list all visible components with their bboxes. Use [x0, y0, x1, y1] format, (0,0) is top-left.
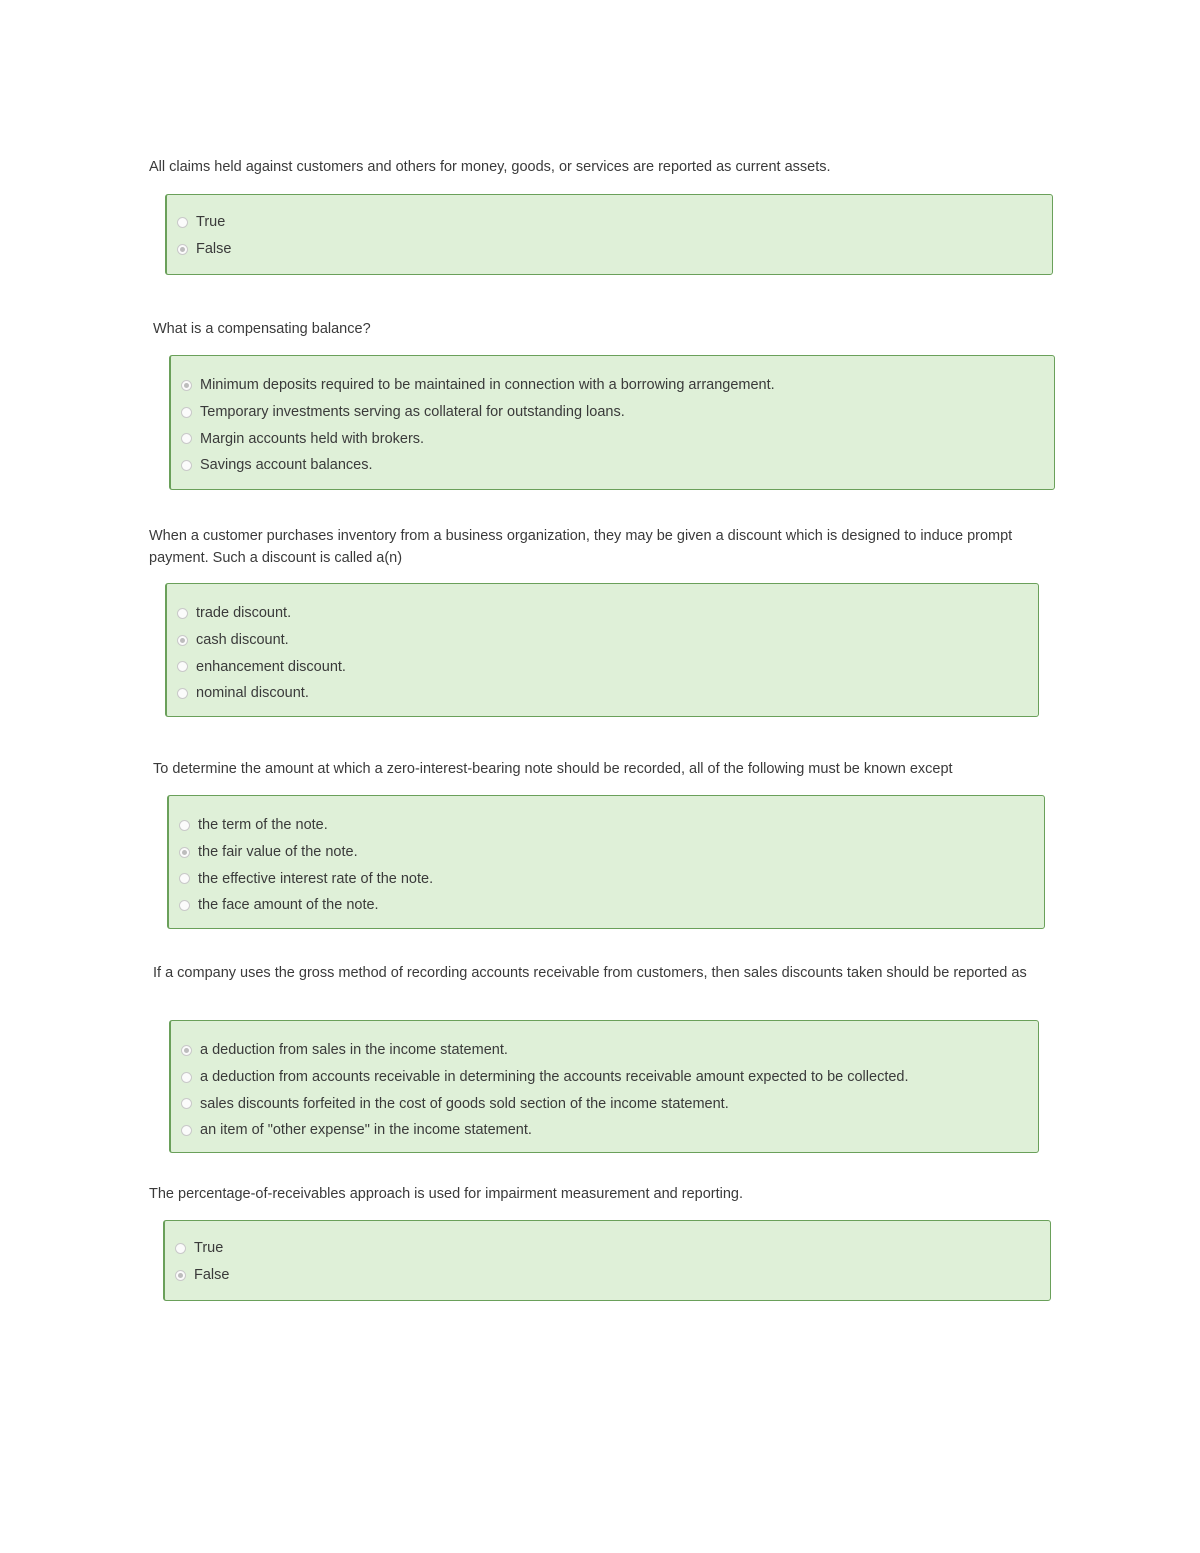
option-label: enhancement discount.	[196, 658, 346, 675]
option-label: the term of the note.	[198, 817, 328, 834]
option-label: an item of "other expense" in the income statement.	[200, 1122, 532, 1139]
option-label: a deduction from accounts receivable in determining the accounts receivable amount expected to be collected.	[200, 1069, 909, 1086]
question-2	[153, 318, 1053, 340]
option-a[interactable]	[171, 372, 1054, 399]
option-label: True	[196, 214, 226, 231]
question-4-text: To determine the amount at which a zero-interest-bearing note should be recorded, all of the following must be known except	[153, 761, 953, 777]
option-label: Margin accounts held with brokers.	[200, 430, 425, 447]
radio-button[interactable]	[181, 1072, 192, 1083]
option-a[interactable]	[171, 1037, 1038, 1064]
option-d[interactable]	[171, 1117, 1038, 1144]
option-label: Minimum deposits required to be maintained in connection with a borrowing arrangement.	[200, 377, 775, 394]
question-2-text: What is a compensating balance?	[153, 321, 371, 337]
option-b[interactable]	[169, 839, 1044, 866]
radio-button[interactable]	[179, 820, 190, 831]
option-b[interactable]	[167, 627, 1038, 654]
option-b[interactable]	[171, 1064, 1038, 1091]
radio-button-selected[interactable]	[181, 1045, 192, 1056]
option-label: False	[194, 1267, 230, 1284]
option-c[interactable]	[167, 653, 1038, 680]
option-label: False	[196, 241, 232, 258]
option-label: the effective interest rate of the note.	[198, 870, 434, 887]
option-label: cash discount.	[196, 632, 289, 649]
radio-button[interactable]	[177, 688, 188, 699]
question-3-answers	[165, 583, 1039, 717]
option-label: True	[194, 1240, 224, 1257]
question-5	[153, 962, 1048, 984]
radio-button-selected[interactable]	[177, 635, 188, 646]
radio-button[interactable]	[175, 1243, 186, 1254]
option-label: sales discounts forfeited in the cost of goods sold section of the income statement.	[200, 1095, 729, 1112]
question-4	[153, 758, 1053, 780]
option-a[interactable]	[167, 600, 1038, 627]
option-b[interactable]	[171, 399, 1054, 426]
option-d[interactable]	[167, 680, 1038, 707]
option-c[interactable]	[169, 865, 1044, 892]
question-6	[149, 1183, 1049, 1205]
option-c[interactable]	[171, 425, 1054, 452]
radio-button[interactable]	[179, 900, 190, 911]
question-1-text: All claims held against customers and others for money, goods, or services are reported as current assets.	[149, 159, 831, 175]
option-label: the face amount of the note.	[198, 897, 379, 914]
radio-button-selected[interactable]	[175, 1270, 186, 1281]
radio-button-selected[interactable]	[177, 244, 188, 255]
option-true[interactable]	[167, 209, 1052, 236]
radio-button[interactable]	[181, 407, 192, 418]
radio-button[interactable]	[181, 1125, 192, 1136]
option-c[interactable]	[171, 1090, 1038, 1117]
option-label: trade discount.	[196, 605, 292, 622]
option-a[interactable]	[169, 812, 1044, 839]
radio-button[interactable]	[177, 217, 188, 228]
option-label: a deduction from sales in the income statement.	[200, 1042, 508, 1059]
question-1-answers	[165, 194, 1053, 275]
question-3-text: When a customer purchases inventory from a business organization, they may be given a discount which is designed to induce prompt payment. Such a discount is called a(n)	[149, 528, 1013, 566]
option-label: Temporary investments serving as collateral for outstanding loans.	[200, 404, 625, 421]
radio-button-selected[interactable]	[181, 380, 192, 391]
radio-button-selected[interactable]	[179, 847, 190, 858]
radio-button[interactable]	[181, 1098, 192, 1109]
question-5-text: If a company uses the gross method of recording accounts receivable from customers, then sales discounts taken should be reported as	[153, 965, 1027, 981]
option-label: Savings account balances.	[200, 457, 373, 474]
option-true[interactable]	[165, 1235, 1050, 1262]
radio-button[interactable]	[177, 608, 188, 619]
question-3	[149, 525, 1054, 569]
radio-button[interactable]	[177, 661, 188, 672]
radio-button[interactable]	[181, 433, 192, 444]
option-d[interactable]	[171, 452, 1054, 479]
question-2-answers	[169, 355, 1055, 490]
question-4-answers	[167, 795, 1045, 929]
option-label: the fair value of the note.	[198, 844, 358, 861]
option-false[interactable]	[167, 236, 1052, 263]
question-1	[149, 156, 1049, 178]
option-d[interactable]	[169, 892, 1044, 919]
question-5-answers	[169, 1020, 1039, 1153]
question-6-text: The percentage-of-receivables approach is used for impairment measurement and reporting.	[149, 1186, 744, 1202]
radio-button[interactable]	[179, 873, 190, 884]
option-false[interactable]	[165, 1262, 1050, 1289]
option-label: nominal discount.	[196, 685, 309, 702]
radio-button[interactable]	[181, 460, 192, 471]
question-6-answers	[163, 1220, 1051, 1301]
